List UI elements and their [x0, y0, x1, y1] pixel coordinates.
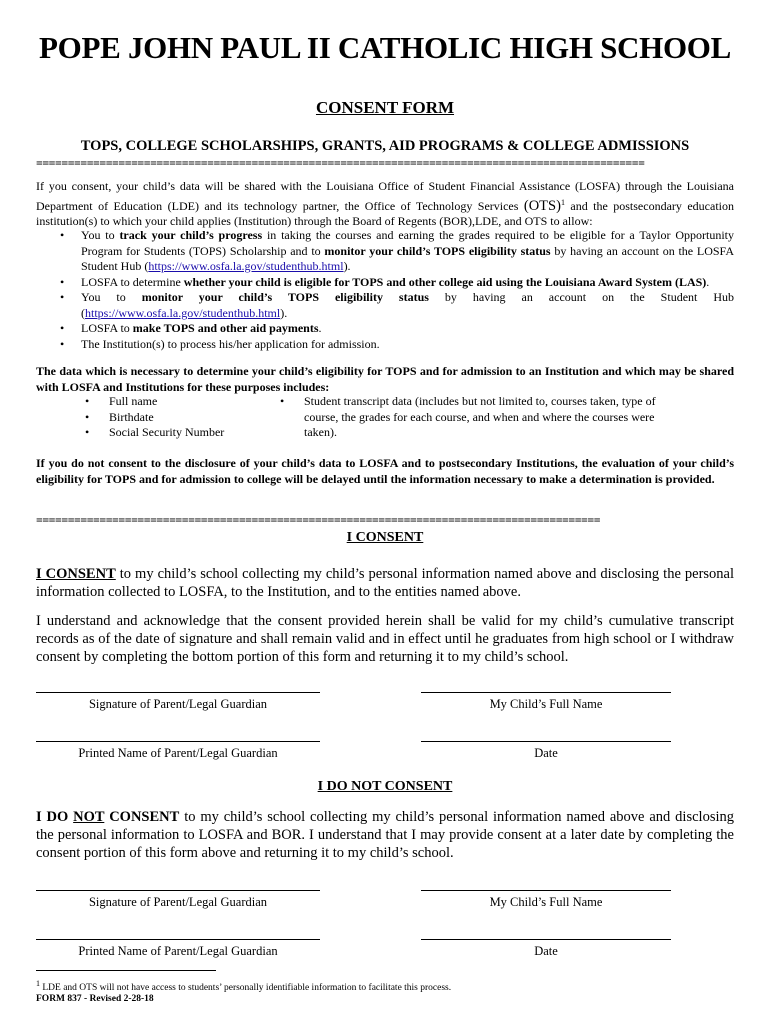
parent-printed-name-line[interactable]	[36, 741, 320, 742]
consent-statement: I CONSENT to my child’s school collecting my child’s personal information named above and disclosing the personal information collected to LOSFA, to the Institution, and to the entities named above.	[36, 566, 735, 600]
purpose-bullet-list	[36, 228, 734, 352]
form-number: FORM 837 - Revised 2-28-18	[36, 994, 154, 1004]
data-item-birthdate: • Birthdate	[85, 409, 154, 424]
parent-signature-line[interactable]	[36, 692, 320, 693]
student-hub-link[interactable]: https://www.osfa.la.gov/studenthub.html	[148, 259, 344, 273]
form-subtitle: TOPS, COLLEGE SCHOLARSHIPS, GRANTS, AID PROGRAMS & COLLEGE ADMISSIONS	[80, 138, 690, 154]
no-consent-parent-printed-label: Printed Name of Parent/Legal Guardian	[78, 944, 278, 958]
purpose-bullet: • You to monitor your child’s TOPS eligibility status by having an account on the Student Hub (https://www.osfa.la.gov/studenthub.html).	[60, 290, 734, 320]
no-consent-statement: I DO NOT CONSENT to my child’s school collecting my child’s personal information named above and disclosing the personal information to LOSFA and BOR. I understand that I may provide consent at a later date by completing the consent portion of this form above and returning it to my child’s school.	[36, 809, 734, 861]
data-items-left	[85, 394, 275, 441]
date-label: Date	[534, 746, 558, 760]
purpose-bullet: • LOSFA to determine whether your child is eligible for TOPS and other college aid using the Louisiana Award System (LAS).	[60, 274, 710, 289]
no-consent-warning: If you do not consent to the disclosure of your child’s data to LOSFA and to postsecondary Institutions, the evaluation of your child’s eligibility for TOPS and for admission to college will be delayed until the information necessary to make a determination is provided.	[36, 456, 734, 486]
data-item-transcript: • Student transcript data (includes but not limited to, courses taken, type of course, the grades for each course, and when and where the courses were taken).	[280, 394, 656, 439]
school-name: POPE JOHN PAUL II CATHOLIC HIGH SCHOOL	[39, 30, 731, 65]
ots-abbrev: (OTS)	[523, 197, 561, 214]
date-line[interactable]	[421, 741, 671, 742]
data-item-full-name: • Full name	[85, 394, 158, 408]
no-consent-parent-signature-line[interactable]	[36, 890, 320, 891]
intro-paragraph	[36, 179, 734, 230]
no-consent-date-label: Date	[534, 944, 558, 958]
no-consent-heading: I DO NOT CONSENT	[317, 779, 453, 794]
footnote-ref: 1	[560, 197, 565, 207]
footnote: $^1$ LDE and OTS will not have access to students’ personally identifiable information to facilitate this process.	[36, 979, 452, 994]
form-title: CONSENT FORM	[315, 98, 455, 117]
separator-line: ================================================================================================	[36, 157, 645, 169]
parent-printed-name-label: Printed Name of Parent/Legal Guardian	[78, 746, 278, 760]
no-consent-parent-signature-label: Signature of Parent/Legal Guardian	[88, 895, 268, 909]
no-consent-date-line[interactable]	[421, 939, 671, 940]
purpose-bullet: • LOSFA to make TOPS and other aid payments.	[60, 321, 322, 335]
data-item-ssn: • Social Security Number	[85, 425, 225, 439]
intro-text-1: If you consent, your child’s data will be shared with the Louisiana Office of Student Financial Assistance (LOSFA) through the Louisiana Department of Education (LDE) and its technology partner, the Office of Technology Services	[36, 179, 734, 213]
intro-text-2: and the postsecondary education institution(s) to which your child applies (Institution) through the Board of Regents (BOR),LDE, and OTS to allow:	[36, 198, 734, 228]
no-consent-child-name-label: My Child’s Full Name	[489, 895, 603, 909]
purpose-bullet: • The Institution(s) to process his/her application for admission.	[60, 336, 380, 351]
student-hub-link[interactable]: https://www.osfa.la.gov/studenthub.html	[85, 305, 281, 320]
consent-lead: I CONSENT	[36, 566, 116, 582]
purpose-bullet: • You to track your child’s progress in taking the courses and earning the grades required to be eligible for a Taylor Opportunity Program for Students (TOPS) Scholarship and to monitor your child’s TOPS eligibility status by having an account on the LOSFA Student Hub (https://www.osfa.la.gov/studenthub.html).	[60, 228, 734, 273]
footnote-rule	[36, 970, 216, 971]
parent-signature-label: Signature of Parent/Legal Guardian	[88, 697, 268, 711]
consent-separator: =========================================================================================	[36, 514, 601, 526]
no-consent-child-name-line[interactable]	[421, 890, 671, 891]
child-name-line[interactable]	[421, 692, 671, 693]
consent-heading: I CONSENT	[346, 530, 424, 545]
child-name-label: My Child’s Full Name	[489, 697, 603, 711]
no-consent-parent-printed-line[interactable]	[36, 939, 320, 940]
data-heading: The data which is necessary to determine your child’s eligibility for TOPS and for admission to an Institution and which may be shared with LOSFA and Institutions for these purposes includes:	[36, 364, 734, 394]
consent-acknowledgement: I understand and acknowledge that the consent provided herein shall be valid for my child’s cumulative transcript records as of the date of signature and shall remain valid and in effect until he graduates from high school or I withdraw consent by completing the bottom portion of this form and returning it to my child’s school.	[36, 613, 734, 665]
